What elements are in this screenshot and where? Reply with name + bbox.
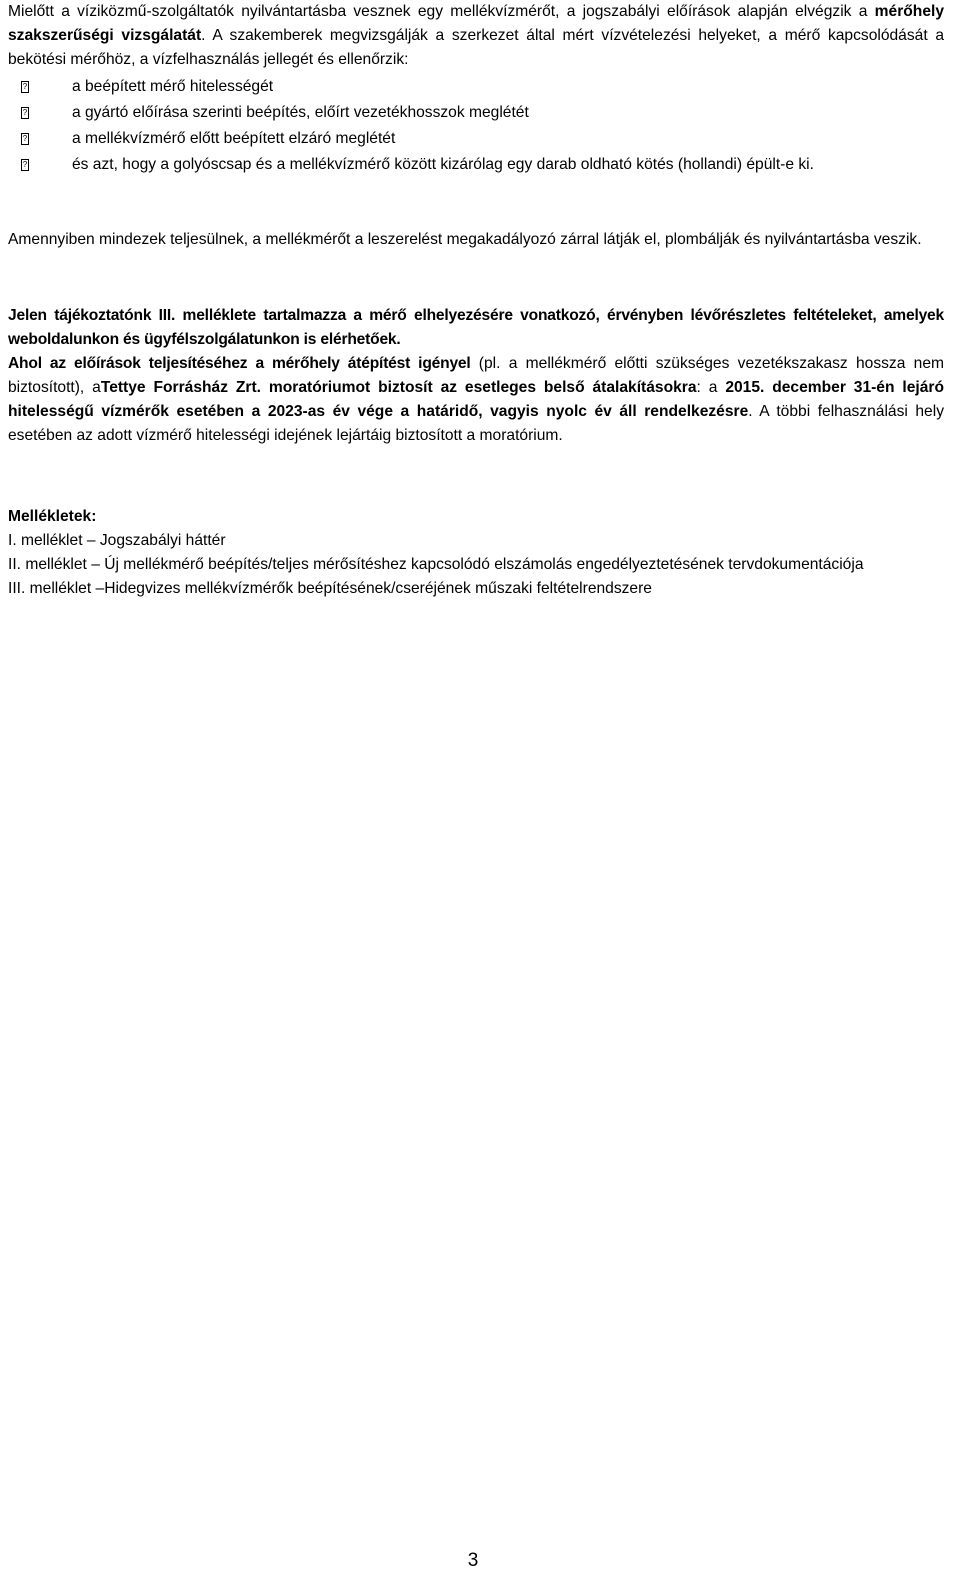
checklist: [8, 74, 944, 178]
list-item-text: a mellékvízmérő előtt beépített elzáró meglétét: [72, 130, 396, 147]
missing-glyph-icon: ?: [22, 108, 28, 117]
page-number: 3: [467, 1550, 479, 1571]
list-item: [8, 126, 944, 152]
missing-glyph-icon: ?: [22, 82, 28, 91]
moratorium-paragraph: [8, 352, 944, 448]
attachment-item: II. melléklet – Új mellékmérő beépítés/teljes mérősítéshez kapcsolódó elszámolás engedélyeztetésének tervdokumentációja: [8, 556, 864, 573]
moratorium-text-a: Ahol az előírások teljesítéséhez a mérőhely átépítést igényel: [8, 355, 471, 372]
conditions-paragraph: Amennyiben mindezek teljesülnek, a mellékmérőt a leszerelést megakadályozó zárral látják el, plombálják és nyilvántartásba veszik.: [8, 231, 922, 248]
missing-glyph-icon: ?: [22, 160, 28, 169]
moratorium-text-d: : a: [696, 379, 726, 396]
notice-section: [8, 304, 944, 352]
list-item-text: és azt, hogy a golyóscsap és a mellékvízmérő között kizárólag egy darab oldható kötés (hollandi) épült-e ki.: [72, 156, 814, 173]
moratorium-section: [8, 352, 944, 448]
moratorium-text-c: Tettye Forrásház Zrt. moratóriumot biztosít az esetleges belső átalakításokra: [100, 379, 697, 396]
attachment-item: I. melléklet – Jogszabályi háttér: [8, 532, 226, 549]
attachments-section: [8, 505, 944, 601]
attachment-item: III. melléklet –Hidegvizes mellékvízmérők beépítésének/cseréjének műszaki feltételrendszere: [8, 580, 652, 597]
intro-text-c: . A szakemberek megvizsgálják a szerkezet által mért vízvételezési helyeket, a mérő kapcsolódását a bekötési mérőhöz, a vízfelhasználás jellegét és ellenőrzik:: [8, 27, 944, 68]
intro-section: [8, 0, 944, 72]
list-item-text: a beépített mérő hitelességét: [72, 78, 274, 95]
intro-text-a: Mielőtt a víziközmű-szolgáltatók nyilvántartásba vesznek egy mellékvízmérőt, a jogszabályi előírások alapján elvégzik a: [8, 3, 875, 20]
list-item: [8, 74, 944, 100]
list-item: [8, 152, 944, 178]
notice-paragraph: Jelen tájékoztatónk III. melléklete tartalmazza a mérő elhelyezésére vonatkozó, érvényben lévőrészletes feltételeket, amelyek weboldalunkon és ügyfélszolgálatunkon is elérhetőek.: [8, 307, 944, 348]
intro-text-bold: mérőhely szakszerűségi vizsgálatát: [8, 3, 944, 44]
conditions-section: [8, 228, 944, 252]
intro-paragraph: [8, 0, 944, 72]
attachments-title: Mellékletek:: [8, 508, 97, 525]
checklist-section: [8, 74, 944, 178]
moratorium-text-e: 2015. december 31-én lejáró hitelességű vízmérők esetében a 2023-as év vége a határidő, vagyis nyolc év áll rendelkezésre: [8, 379, 944, 420]
list-item: [8, 100, 944, 126]
moratorium-text-f: . A többi felhasználási hely esetében az adott vízmérő hitelességi idejének lejártáig biztosított a moratórium.: [8, 403, 944, 444]
missing-glyph-icon: ?: [22, 134, 28, 143]
moratorium-text-b: (pl. a mellékmérő előtti szükséges vezetékszakasz hossza nem biztosított), a: [8, 355, 944, 396]
list-item-text: a gyártó előírása szerinti beépítés, előírt vezetékhosszok meglétét: [72, 104, 529, 121]
